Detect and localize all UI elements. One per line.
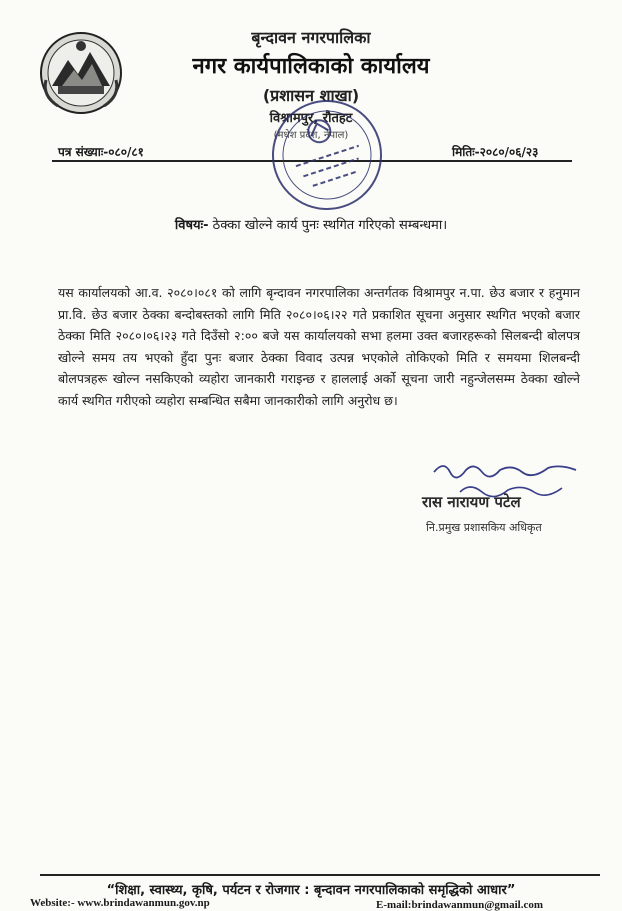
date-value: २०८०/०६/२३ bbox=[479, 145, 539, 159]
footer-email: E-mail:brindawanmun@gmail.com bbox=[376, 899, 543, 911]
subject-line bbox=[0, 215, 622, 233]
signatory-name: रास नारायण पटेल bbox=[422, 493, 521, 511]
reference-number bbox=[58, 143, 144, 160]
date-label: मितिः- bbox=[452, 145, 480, 159]
municipality-name: बृन्दावन नगरपालिका bbox=[251, 28, 371, 47]
official-stamp-icon bbox=[268, 96, 386, 214]
footer-divider bbox=[40, 874, 600, 876]
body-paragraph: यस कार्यालयको आ.व. २०८०।०८१ को लागि बृन्दावन नगरपालिका अन्तर्गतक विश्रामपुर न.पा. छेउ बजार र हनुमान प्रा.वि. छेउ बजार ठेक्का बन्दोबस्तको लागि मिति २०८०।०६।२२ गते प्रकाशित सूचना अनुसार स्थगित भएको बजार ठेक्का मिति २०८०।०६।२३ गते दिउँसो २:०० बजे यस कार्यालयको सभा हलमा उक्त बजारहरूको सिलबन्दी बोलपत्र खोल्ने समय तय भएको हुँदा पुनः बजार ठेक्का विवाद उत्पन्न भएकोले तोकिएको मिति र समयमा शिलबन्दी बोलपत्रहरू खोल्न नसकिएको व्यहोरा जानकारी गराइन्छ र हाललाई अर्को सूचना जारी नहुन्जेलसम्म ठेक्का खोल्ने कार्य स्थगित गरीएको व्यहोरा सम्बन्धित सबैमा जानकारीको लागि अनुरोध छ। bbox=[58, 285, 580, 408]
subject-label: विषयः- bbox=[174, 218, 209, 233]
subject-text: ठेक्का खोल्ने कार्य पुनः स्थगित गरिएको सम्बन्धमा। bbox=[212, 218, 448, 233]
footer-slogan: “शिक्षा, स्वास्थ्य, कृषि, पर्यटन र रोजगार : बृन्दावन नगरपालिकाको समृद्धिको आधार” bbox=[106, 883, 516, 898]
reference-value: ०८०/८१ bbox=[108, 145, 144, 159]
signatory-title: नि.प्रमुख प्रशासकिय अधिकृत bbox=[426, 521, 542, 534]
reference-label: पत्र संख्याः- bbox=[58, 145, 109, 159]
office-address: विश्रामपुर, रौतहट bbox=[269, 111, 353, 126]
footer-website: Website:- www.brindawanmun.gov.np bbox=[30, 897, 210, 909]
letter-date bbox=[452, 143, 538, 160]
office-name: नगर कार्यपालिकाको कार्यालय bbox=[192, 54, 430, 79]
province-name: (मधेश प्रदेश, नेपाल) bbox=[273, 130, 349, 141]
branch-name: (प्रशासन शाखा) bbox=[262, 86, 360, 105]
